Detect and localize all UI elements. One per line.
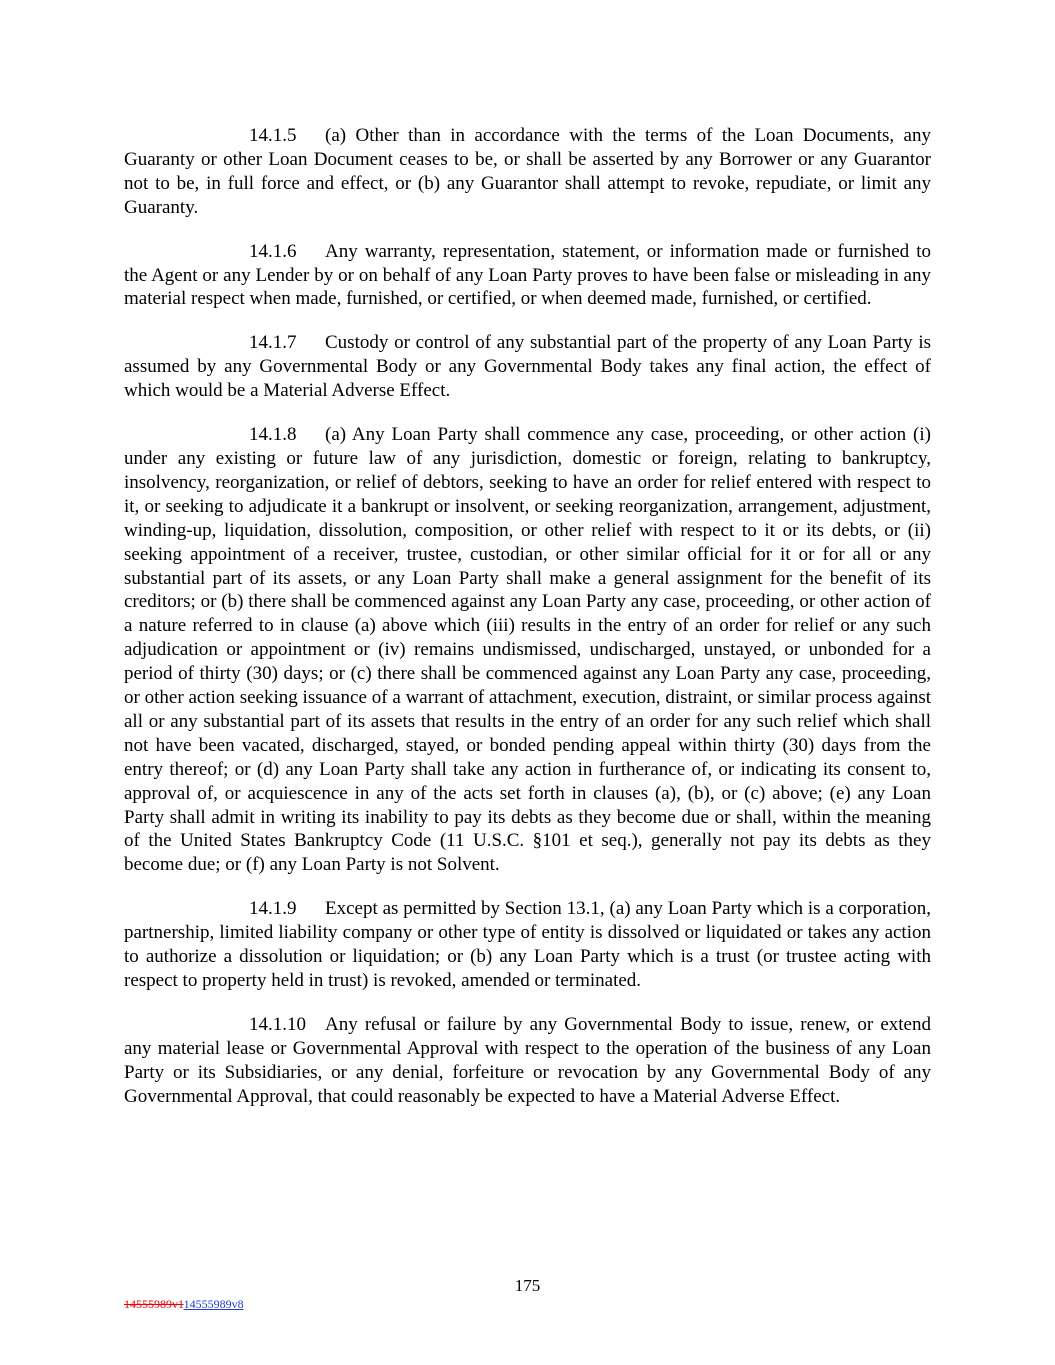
section-14-1-6 <box>124 240 931 312</box>
section-number: 14.1.6 <box>249 240 297 262</box>
section-number: 14.1.7 <box>249 332 297 354</box>
section-14-1-5 <box>124 124 931 220</box>
document-id-deleted: 14555989v1 <box>124 1297 184 1311</box>
section-text: Any warranty, representation, statement, or information made or furnished to the Agent or any Lender by or on behalf of any Loan Party proves to have been false or misleading in any material respect when made, furnished, or certified, or when deemed made, furnished, or certified. <box>124 240 931 310</box>
section-number: 14.1.10 <box>249 1013 306 1035</box>
document-id-inserted: 14555989v8 <box>183 1297 244 1311</box>
section-14-1-9 <box>124 897 931 993</box>
section-text: (a) Other than in accordance with the terms of the Loan Documents, any Guaranty or other Loan Document ceases to be, or shall be asserted by any Borrower or any Guarantor not to be, in full force and effect, or (b) any Guarantor shall attempt to revoke, repudiate, or limit any Guaranty. <box>124 125 931 218</box>
document-body <box>124 124 931 1129</box>
section-14-1-8 <box>124 423 931 877</box>
section-text: (a) Any Loan Party shall commence any case, proceeding, or other action (i) under any existing or future law of any jurisdiction, domestic or foreign, relating to bankruptcy, insolvency, reorganization, or relief of debtors, seeking to have an order for relief entered with respect to it, or seeking to adjudicate it a bankrupt or insolvent, or seeking reorganization, arrangement, adjustment, winding-up, liquidation, dissolution, composition, or other relief with respect to it or its debts, or (ii) seeking appointment of a receiver, trustee, custodian, or other similar official for it or for all or any substantial part of its assets, or any Loan Party shall make a general assignment for the benefit of its creditors; or (b) there shall be commenced against any Loan Party any case, proceeding, or other action of a nature referred to in clause (a) above which (iii) results in the entry of an order for relief or any such adjudication or appointment or (iv) remains undismissed, undischarged, unstayed, or unbonded for a period of thirty (30) days; or (c) there shall be commenced against any Loan Party any case, proceeding, or other action seeking issuance of a warrant of attachment, execution, distraint, or similar process against all or any substantial part of its assets that results in the entry of an order for any such relief which shall not have been vacated, discharged, stayed, or bonded pending appeal within thirty (30) days from the entry thereof; or (d) any Loan Party shall take any action in furtherance of, or indicating its consent to, approval of, or acquiescence in any of the acts set forth in clauses (a), (b), or (c) above; (e) any Loan Party shall admit in writing its inability to pay its debts as they become due or shall, within the meaning of the United States Bankruptcy Code (11 U.S.C. §101 et seq.), generally not pay its debts as they become due; or (f) any Loan Party is not Solvent. <box>124 424 931 876</box>
page-number: 175 <box>514 1276 541 1295</box>
section-14-1-7 <box>124 331 931 403</box>
section-number: 14.1.8 <box>249 424 297 446</box>
section-number: 14.1.9 <box>249 898 297 920</box>
section-number: 14.1.5 <box>249 125 297 146</box>
section-text: Except as permitted by Section 13.1, (a) any Loan Party which is a corporation, partnership, limited liability company or other type of entity is dissolved or liquidated or takes any action to authorize a dissolution or liquidation; or (b) any Loan Party which is a trust (or trustee acting with respect to property held in trust) is revoked, amended or terminated. <box>124 898 931 991</box>
document-id <box>124 1297 244 1312</box>
section-text: Custody or control of any substantial part of the property of any Loan Party is assumed by any Governmental Body or any Governmental Body takes any final action, the effect of which would be a Material Adverse Effect. <box>124 332 931 402</box>
section-text: Any refusal or failure by any Governmental Body to issue, renew, or extend any material lease or Governmental Approval with respect to the operation of the business of any Loan Party or its Subsidiaries, or any denial, forfeiture or revocation by any Governmental Body of any Governmental Approval, that could reasonably be expected to have a Material Adverse Effect. <box>124 1013 931 1107</box>
section-14-1-10 <box>124 1013 931 1109</box>
